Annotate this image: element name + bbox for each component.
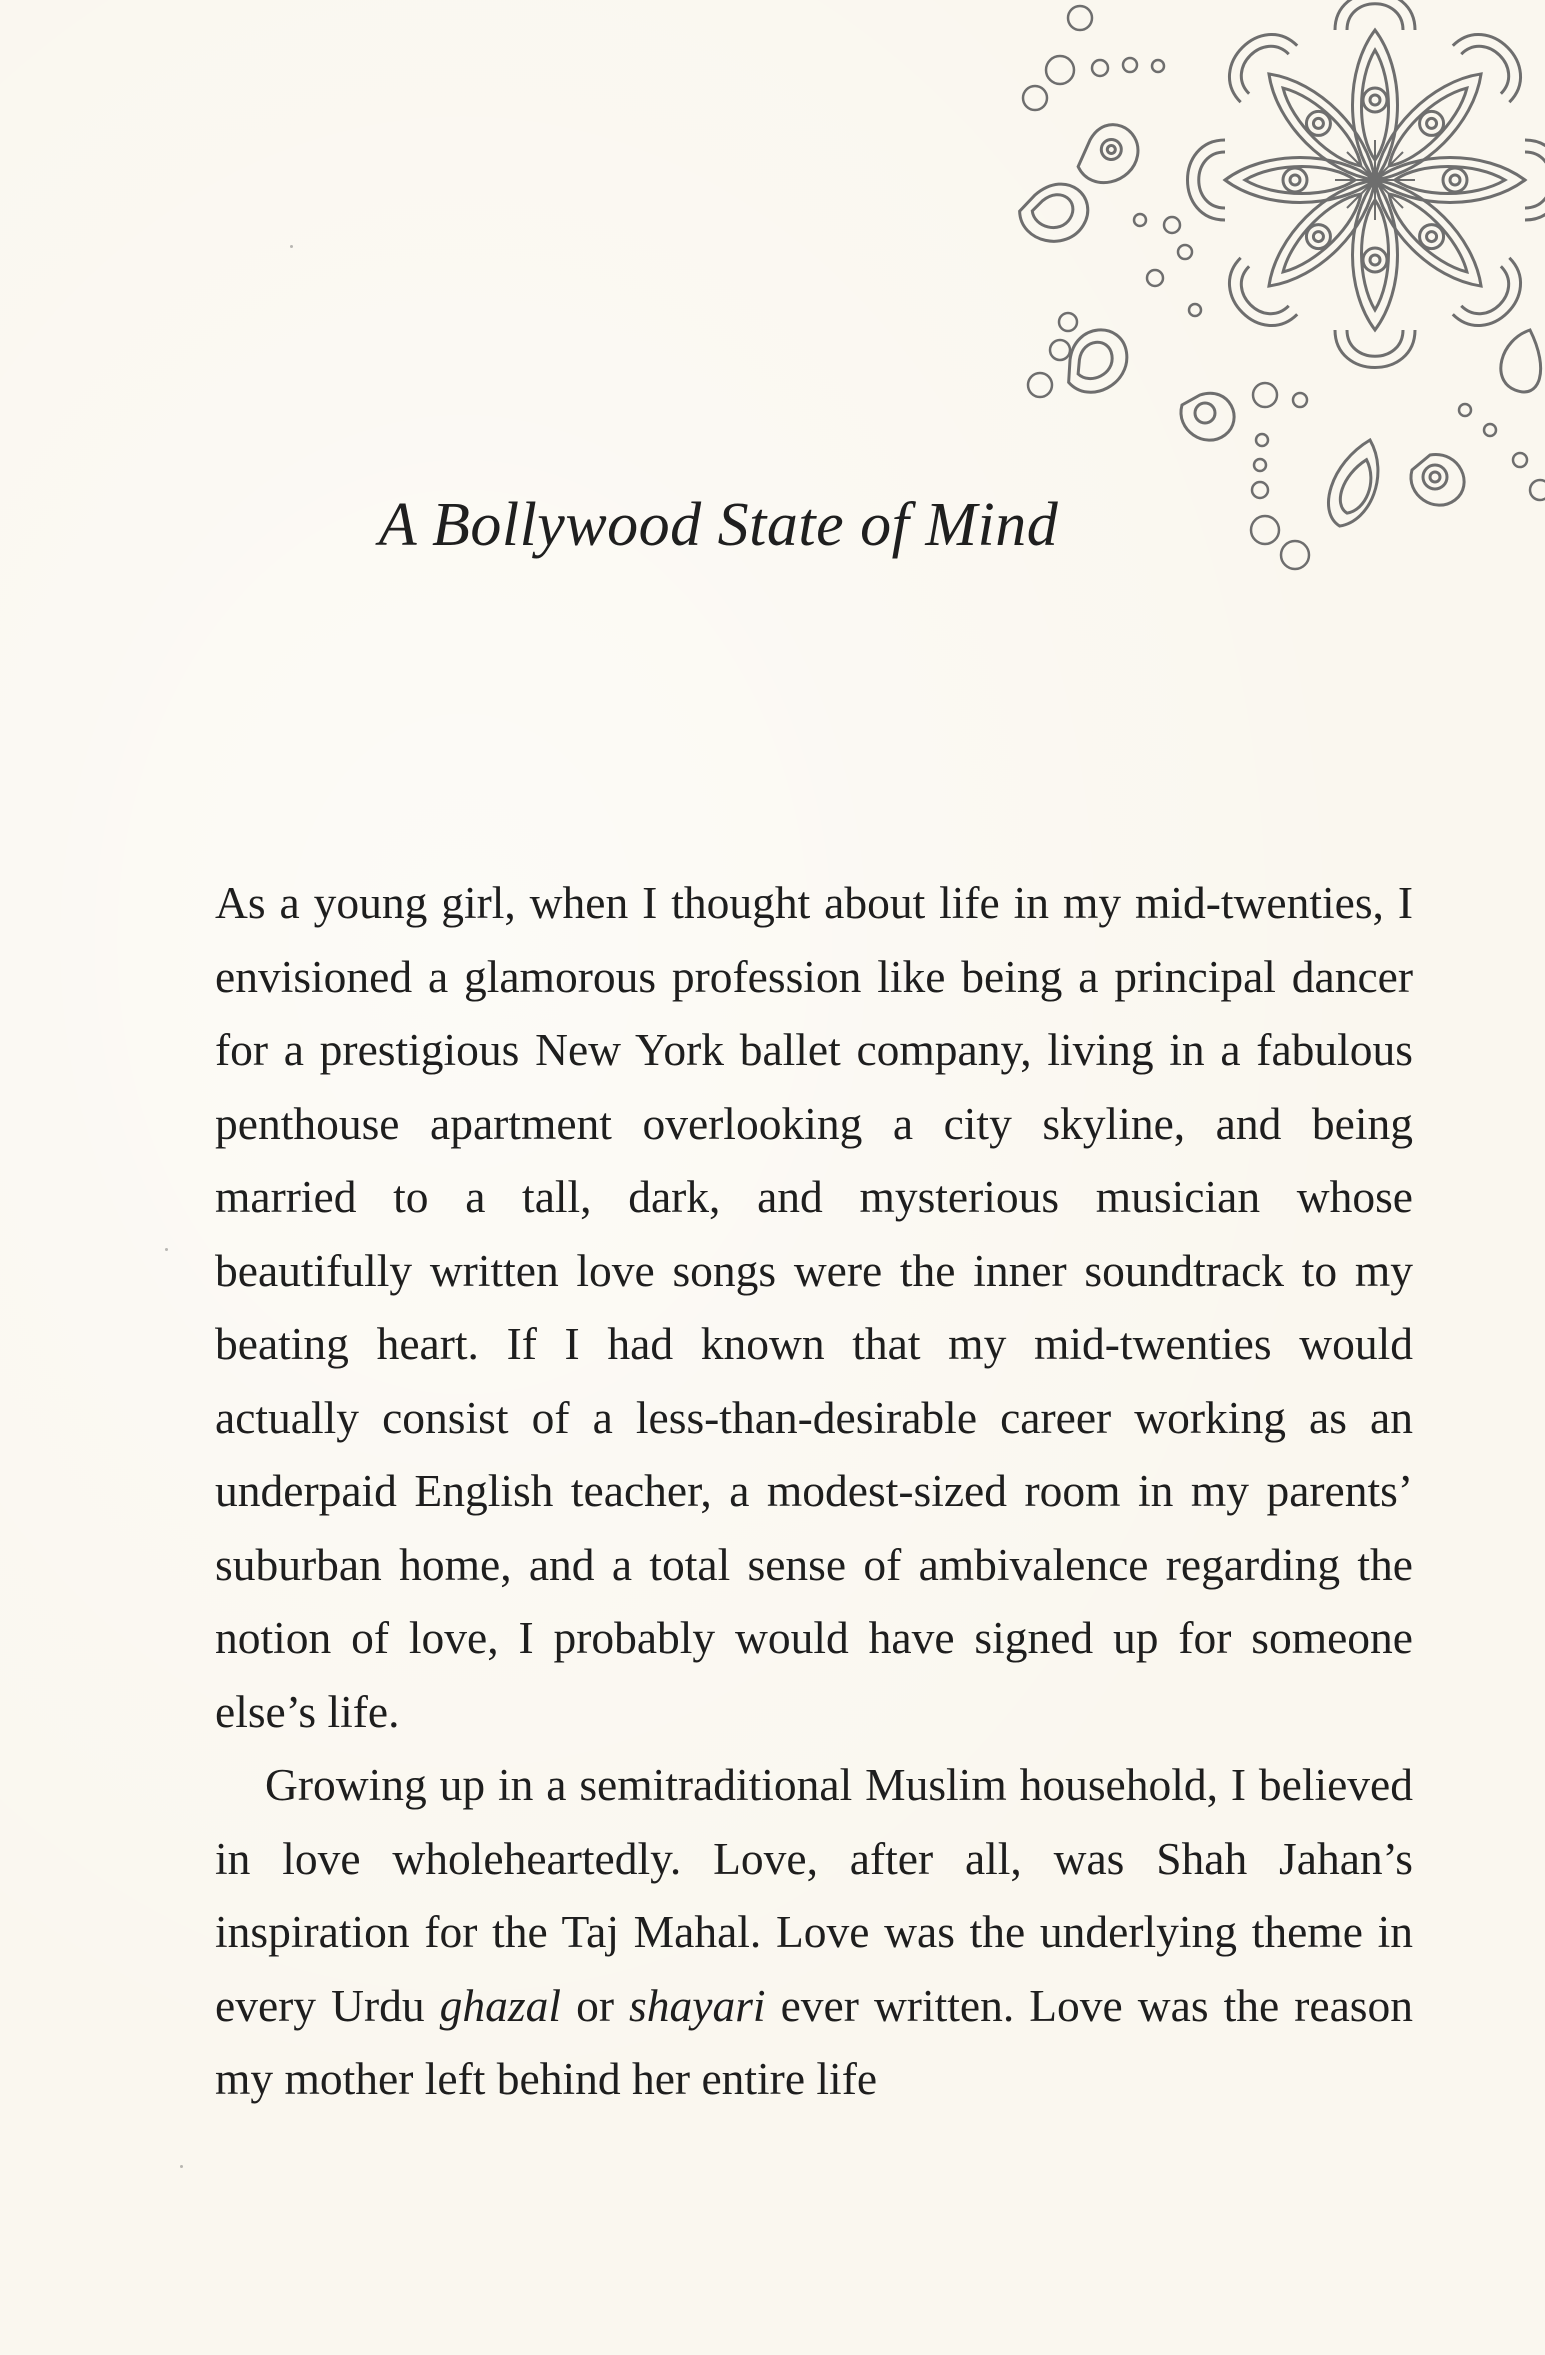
paper-speck <box>290 245 293 248</box>
paragraph-2-part-1: Growing up in a semitraditional Muslim household, I believed in love wholeheartedly. Love, after all, was Shah Jahan’s inspiration for the Taj Mahal. Love was the underlying theme in every Urdu <box>215 1759 1413 2031</box>
chapter-title-text: A Bollywood State of Mind <box>378 491 1059 559</box>
term-shayari: shayari <box>629 1979 766 2031</box>
paper-speck <box>180 2165 183 2168</box>
paragraph-2-part-2: ever written. Love was the reason my mother left behind her entire life <box>215 1979 1413 2104</box>
chapter-title <box>0 490 1545 561</box>
term-ghazal: ghazal <box>439 1979 562 2031</box>
paragraph-2 <box>215 1748 1413 2116</box>
body-text <box>215 866 1413 2116</box>
paper-speck <box>165 1248 168 1251</box>
paragraph-2-connector: or <box>561 1979 630 2031</box>
paragraph-1: As a young girl, when I thought about life in my mid-twenties, I envisioned a glamorous profession like being a principal dancer for a prestigious New York ballet company, living in a fabulous penthouse apartment overlooking a city skyline, and being married to a tall, dark, and mysterious musician whose beautifully written love songs were the inner soundtrack to my beating heart. If I had known that my mid-twenties would actually consist of a less-than-desirable career working as an underpaid English teacher, a modest-sized room in my parents’ suburban home, and a total sense of ambivalence regarding the notion of love, I probably would have signed up for someone else’s life. <box>215 877 1413 1737</box>
